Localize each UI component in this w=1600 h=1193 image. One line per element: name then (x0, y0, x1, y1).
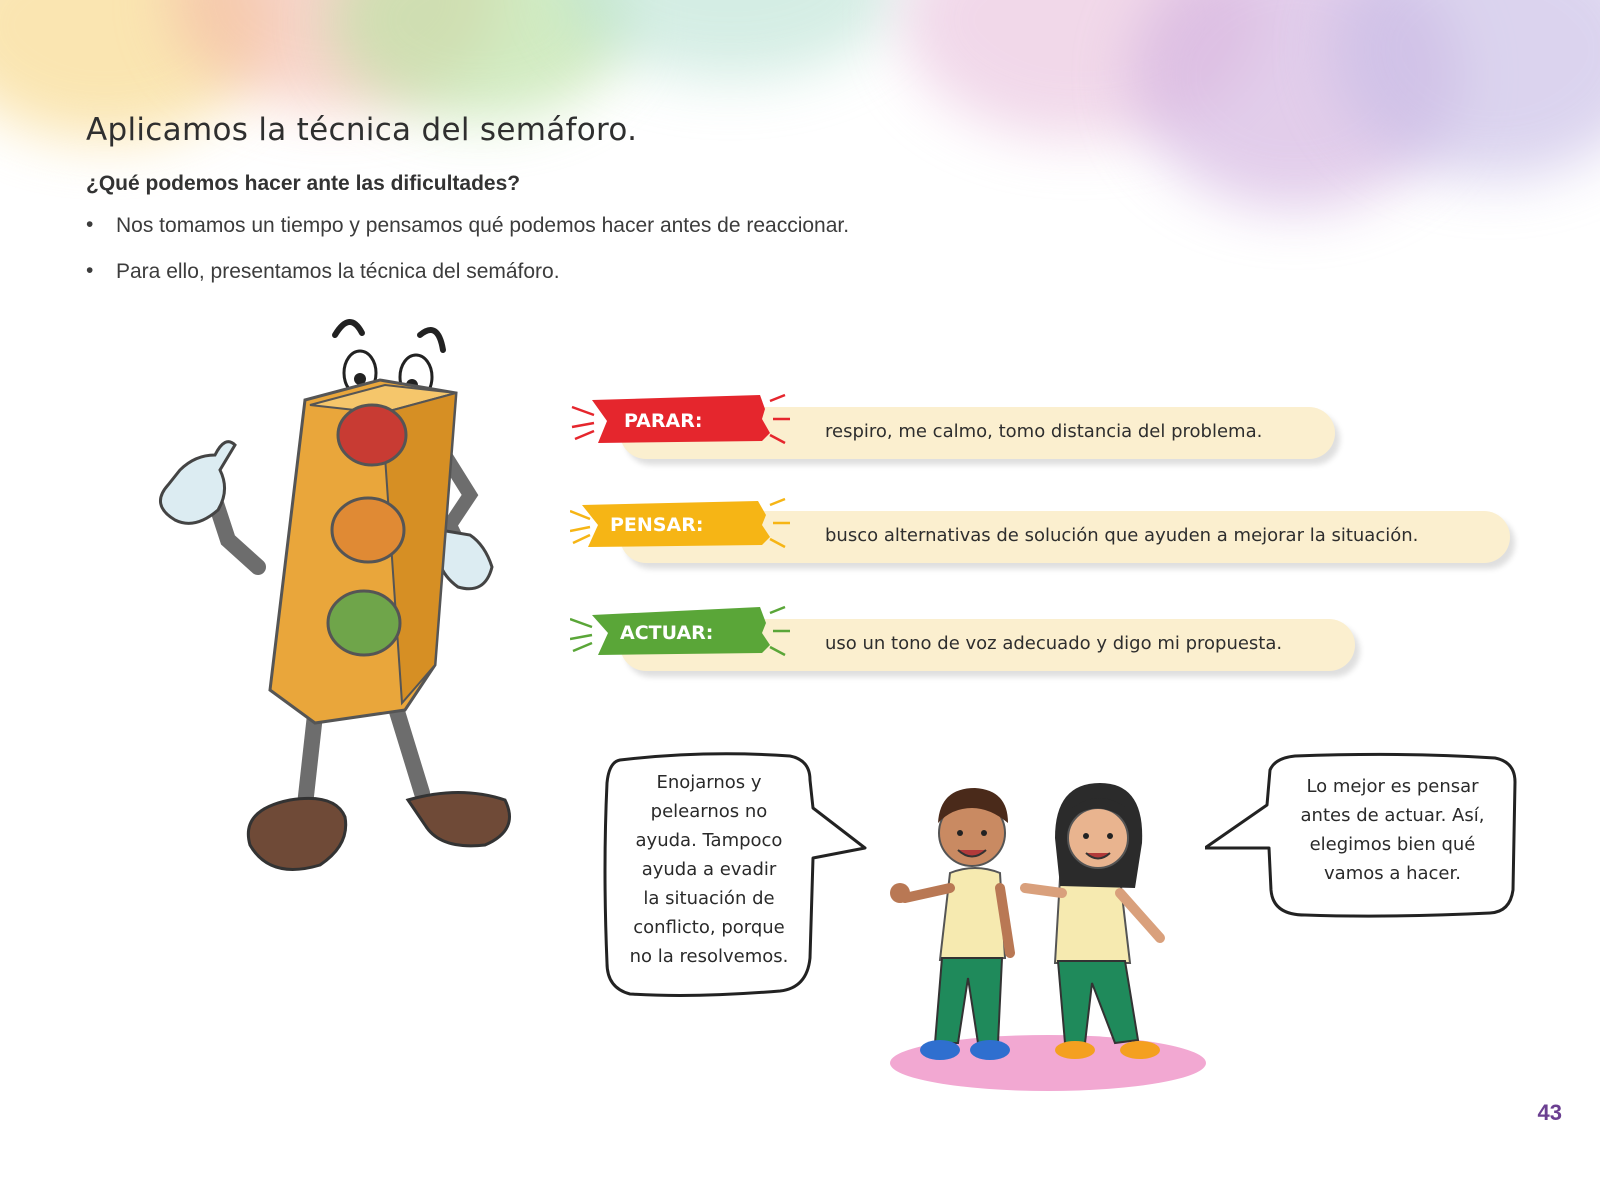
pensar-label-tag (570, 497, 790, 557)
boy-speech-bubble (595, 748, 870, 1003)
bullet-item: • Nos tomamos un tiempo y pensamos qué podemos hacer antes de reaccionar. (86, 213, 850, 237)
bullet-icon: • (86, 259, 94, 282)
actuar-label: ACTUAR: (620, 622, 714, 644)
bullet-icon: • (86, 213, 94, 236)
parar-label-tag (570, 393, 790, 453)
step-description: uso un tono de voz adecuado y digo mi propuesta. (825, 633, 1283, 654)
step-parar (570, 393, 1350, 465)
bullet-item: • Para ello, presentamos la técnica del semáforo. (86, 259, 560, 283)
pensar-label: PENSAR: (610, 514, 704, 536)
step-pensar (570, 497, 1530, 569)
parar-label: PARAR: (624, 410, 703, 432)
children-illustration (880, 778, 1220, 1108)
page-title: Aplicamos la técnica del semáforo. (86, 112, 638, 148)
girl-speech-text: Lo mejor es pensar antes de actuar. Así, elegimos bien qué vamos a hacer. (1300, 776, 1485, 884)
step-actuar (570, 605, 1370, 677)
girl-speech-bubble (1205, 750, 1525, 930)
bullet-list (86, 214, 849, 306)
page-number: 43 (1537, 1100, 1562, 1125)
step-description: respiro, me calmo, tomo distancia del problema. (825, 421, 1263, 442)
step-description: busco alternativas de solución que ayuden a mejorar la situación. (825, 525, 1419, 546)
section-question: ¿Qué podemos hacer ante las dificultades? (86, 172, 521, 195)
boy-speech-text: Enojarnos y pelearnos no ayuda. Tampoco ayuda a evadir la situación de conflicto, porque no la resolvemos. (629, 772, 789, 967)
actuar-label-tag (570, 605, 790, 665)
traffic-light-character-illustration (140, 305, 530, 885)
